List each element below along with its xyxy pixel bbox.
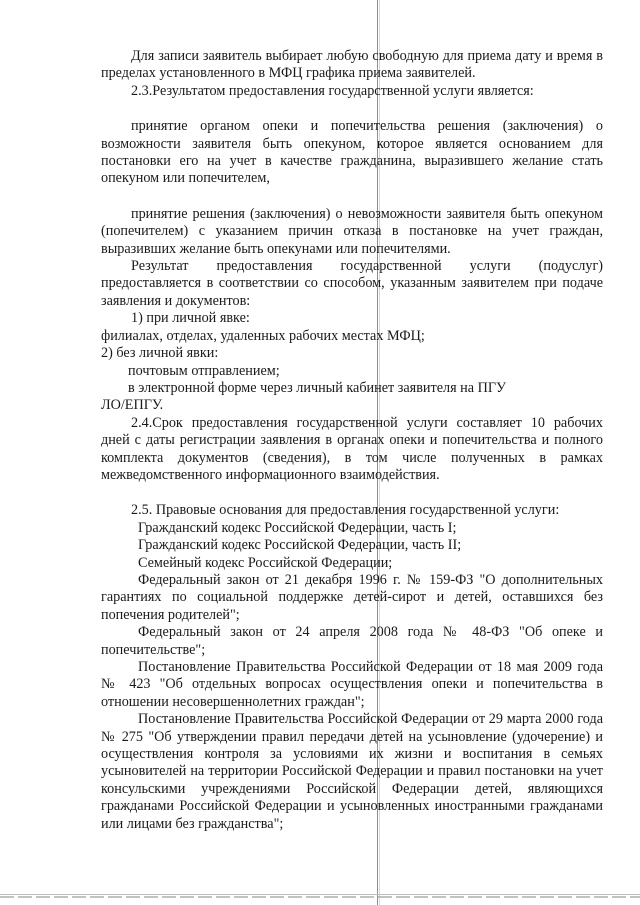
legal-civil-code-2: Гражданский кодекс Российской Федерации, часть II;	[138, 537, 462, 554]
paragraph-2-4-term: 2.4.Срок предоставления государственной услуги составляет 10 рабочих дней с даты регистрации заявления в органах опеки и попечительства и полного комплекта документов (сведения), в том числе полученных в рамках межведомственного информационного взаимодействия.	[101, 414, 603, 483]
legal-resolution-275: Постановление Правительства Российской Федерации от 29 марта 2000 года № 275 "Об утверждении правил передачи детей на усыновление (удочерение) и осуществления контроля за условиями их жизни и воспитания в семьях усыновителей на территории Российской Федерации и правил постановки на учет консульскими учреждениями Российской Федерации детей, являющихся гражданами Российской Федерации и усыновленных иностранными гражданами или лицами без гражданства";	[101, 711, 603, 832]
list-item-electronic: в электронной форме через личный кабинет заявителя на ПГУ	[128, 379, 507, 396]
legal-law-159: Федеральный закон от 21 декабря 1996 г. № 159-ФЗ "О дополнительных гарантиях по социальной поддержке детей-сирот и детей, оставшихся без попечения родителей";	[101, 571, 603, 623]
paragraph-decision-impossible: принятие решения (заключения) о невозможности заявителя быть опекуном (попечителем) с указанием причин отказа в постановке на учет граждан, выразивших желание быть опекунами или попечителями.	[101, 205, 603, 257]
legal-law-48: Федеральный закон от 24 апреля 2008 года № 48-ФЗ "Об опеке и попечительстве";	[101, 624, 603, 658]
legal-resolution-423: Постановление Правительства Российской Федерации от 18 мая 2009 года № 423 "Об отдельных вопросах осуществления опеки и попечительства в отношении несовершеннолетних граждан";	[101, 659, 603, 710]
list-item-mfc-branches: филиалах, отделах, удаленных рабочих местах МФЦ;	[101, 327, 425, 344]
legal-civil-code-1: Гражданский кодекс Российской Федерации, часть I;	[138, 519, 457, 536]
document-body	[101, 48, 603, 833]
list-item-post: почтовым отправлением;	[128, 362, 280, 379]
scan-bottom-edge	[0, 894, 640, 895]
paragraph-2-3-heading: 2.3.Результатом предоставления государственной услуги является:	[131, 82, 534, 99]
list-item-portal: ЛО/ЕПГУ.	[101, 397, 164, 414]
paragraph-2-5-heading: 2.5. Правовые основания для предоставления государственной услуги:	[131, 502, 560, 519]
list-item-remote: 2) без личной явки:	[101, 345, 219, 362]
paragraph-appointment: Для записи заявитель выбирает любую свободную для приема дату и время в пределах установленного в МФЦ графика приема заявителей.	[101, 48, 603, 82]
list-item-personal: 1) при личной явке:	[131, 310, 250, 327]
scan-bottom-dashes	[0, 896, 640, 898]
paragraph-result-method: Результат предоставления государственной услуги (подуслуг) предоставляется в соответствии со способом, указанным заявителем при подаче заявления и документов:	[101, 258, 603, 309]
legal-family-code: Семейный кодекс Российской Федерации;	[138, 554, 393, 571]
paragraph-decision-possible: принятие органом опеки и попечительства решения (заключения) о возможности заявителя быть опекуном, которое является основанием для постановки его на учет в качестве гражданина, выразившего желание стать опекуном или попечителем,	[101, 118, 603, 187]
